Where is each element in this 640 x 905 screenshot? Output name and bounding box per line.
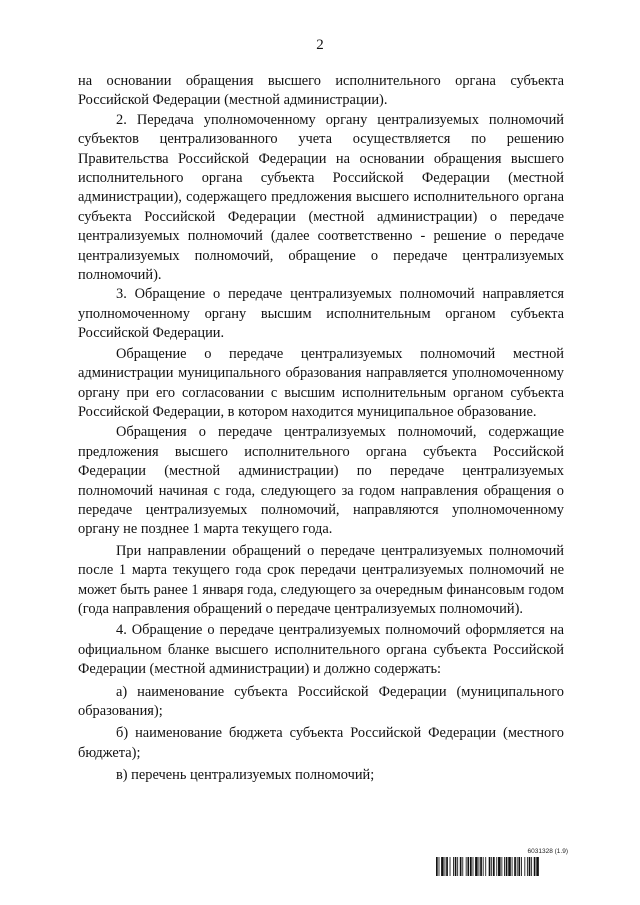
barcode-bar: [493, 857, 495, 876]
barcode-bar: [504, 857, 505, 876]
barcode-bar: [489, 857, 491, 876]
barcode-bar: [457, 857, 458, 876]
barcode-bar: [517, 857, 518, 876]
barcode-bar: [531, 857, 532, 876]
paragraph-item-4: 4. Обращение о передаче централизуемых полномочий оформляется на официальном бланке высшего исполнительного органа субъекта Российской Федерации (местной администрации) и должно содержать:: [78, 622, 564, 678]
barcode-bar: [506, 857, 508, 876]
barcode-bar: [441, 857, 444, 876]
barcode-bar: [445, 857, 446, 876]
barcode-bar: [455, 857, 457, 876]
barcode-bar: [496, 857, 497, 876]
barcode-bar: [473, 857, 474, 876]
barcode-bar: [462, 857, 463, 876]
barcode-bar: [512, 857, 513, 876]
paragraph-late-submission: При направлении обращений о передаче централизуемых полномочий после 1 марта текущего года срок передачи централизуемых полномочий не может быть ранее 1 января года, следующего за очередным финансовым годом (года направления обращений о передаче централизуемых полномочий).: [78, 542, 564, 617]
paragraph-deadline: Обращения о передаче централизуемых полномочий, содержащие предложения высшего исполнительного органа субъекта Российской Федерации (местной администрации) по передаче централизуемых полномочий начиная с года, следующего за годом направления обращения о передаче централизуемых полномочий, направляются уполномоченному органу не позднее 1 марта текущего года.: [78, 424, 564, 538]
barcode-block: [436, 848, 568, 876]
barcode-bar: [498, 857, 501, 876]
barcode-bar: [470, 857, 472, 876]
barcode-bar: [460, 857, 462, 876]
paragraph-local-administration: Обращение о передаче централизуемых полномочий местной администрации муниципального образования направляется уполномоченному органу при его согласовании с высшим исполнительным органом субъекта Российской Федерации, в котором находится муниципальное образование.: [78, 345, 564, 420]
list-item-c: в) перечень централизуемых полномочий;: [116, 767, 375, 784]
barcode-bar: [439, 857, 440, 876]
barcode-bar: [475, 857, 478, 876]
barcode-bar: [529, 857, 531, 876]
barcode-image: [436, 857, 568, 876]
barcode-bar: [446, 857, 448, 876]
barcode-bar: [483, 857, 484, 876]
barcode-bar: [501, 857, 502, 876]
barcode-bar: [485, 857, 486, 876]
barcode-bar: [436, 857, 438, 876]
barcode-caption: 6031328 (1.9): [527, 848, 568, 855]
paragraph-continuation: на основании обращения высшего исполнительного органа субъекта Российской Федерации (местной администрации).: [78, 73, 564, 109]
barcode-bar: [491, 857, 492, 876]
barcode-bar: [479, 857, 480, 876]
barcode-bar: [521, 857, 522, 876]
barcode-bar: [527, 857, 528, 876]
barcode-bar: [453, 857, 454, 876]
barcode-bar: [466, 857, 467, 876]
document-body: [78, 72, 564, 786]
barcode-bar: [534, 857, 536, 876]
barcode-bar: [524, 857, 525, 876]
barcode-bar: [508, 857, 511, 876]
barcode-bar: [518, 857, 520, 876]
list-item-b: б) наименование бюджета субъекта Российской Федерации (местного бюджета);: [78, 725, 564, 761]
barcode-bar: [480, 857, 482, 876]
barcode-bar: [467, 857, 469, 876]
paragraph-item-2: 2. Передача уполномоченному органу централизуемых полномочий субъектов централизованного учета осуществляется по решению Правительства Российской Федерации на основании обращения высшего исполнительного органа субъекта Российской Федерации (местной администрации), содержащего предложения высшего исполнительного органа субъекта Российской Федерации (местной администрации) о передаче централизуемых полномочий (далее соответственно - решение о передаче централизуемых полномочий, обращение о передаче централизуемых полномочий).: [78, 111, 564, 284]
page-number: 2: [316, 37, 324, 53]
barcode-bar: [450, 857, 451, 876]
barcode-bar: [514, 857, 516, 876]
paragraph-item-3: 3. Обращение о передаче централизуемых полномочий направляется уполномоченному органу высшим исполнительным органом субъекта Российской Федерации.: [78, 286, 564, 342]
barcode-bar: [536, 857, 539, 876]
list-item-a: а) наименование субъекта Российской Федерации (муниципального образования);: [78, 683, 564, 719]
